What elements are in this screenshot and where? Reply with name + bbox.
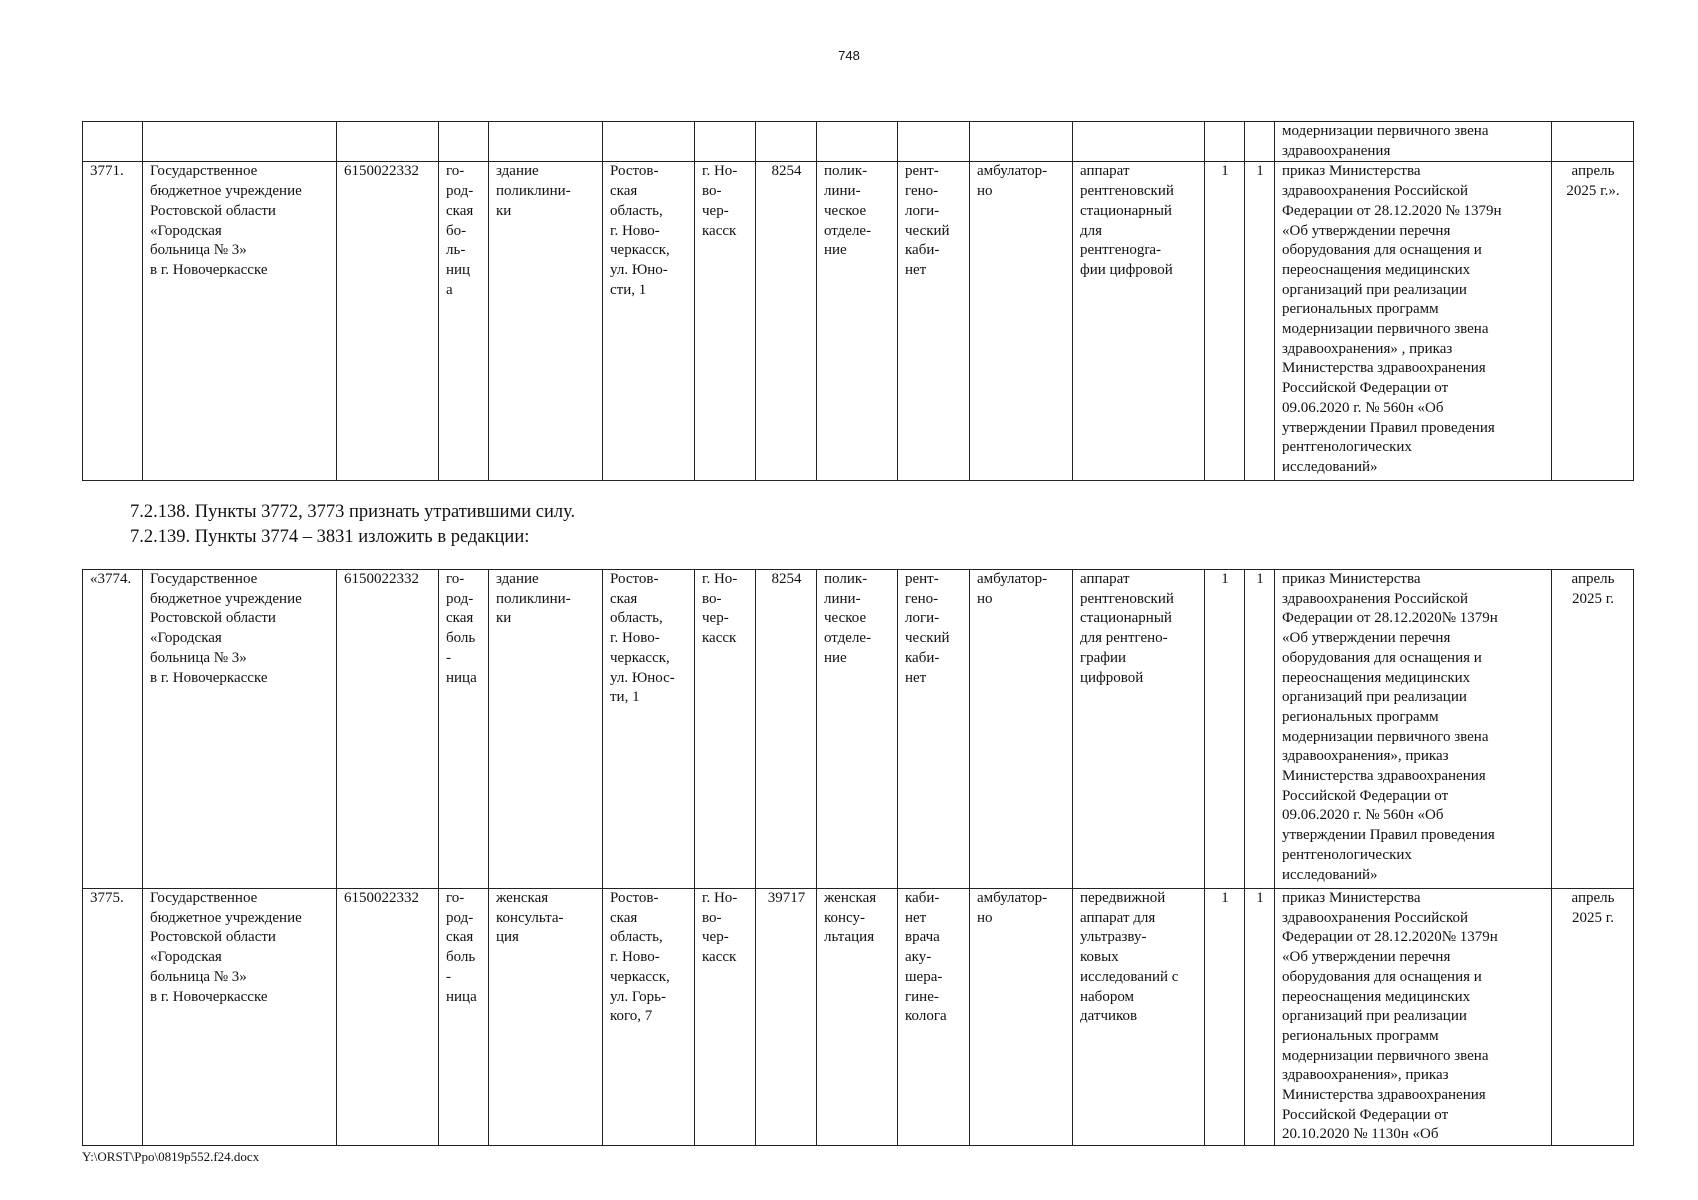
cell-address <box>603 122 695 162</box>
cell-qty-2: 1 <box>1245 162 1275 481</box>
cell-num <box>83 122 143 162</box>
cell-room: рент- гено- логи- ческий каби- нет <box>898 162 970 481</box>
cell-room: рент- гено- логи- ческий каби- нет <box>898 570 970 889</box>
cell-equipment: передвижной аппарат для ультразву- ковых исследований с набором датчиков <box>1073 889 1205 1146</box>
cell-org-type: го- род- ская боль - ница <box>439 570 489 889</box>
cell-code: 8254 <box>756 162 817 481</box>
cell-legal-basis: модернизации первичного звена здравоохранения <box>1275 122 1552 162</box>
cell-address: Ростов- ская область, г. Ново- черкасск, ул. Юно- сти, 1 <box>603 162 695 481</box>
cell-mode <box>970 122 1073 162</box>
cell-department <box>817 122 898 162</box>
cell-date <box>1552 122 1634 162</box>
cell-organization: Государственное бюджетное учреждение Ростовской области «Городская больница № 3» в г. Новочеркасске <box>143 162 337 481</box>
cell-org-type: го- род- ская боль - ница <box>439 889 489 1146</box>
cell-city: г. Но- во- чер- касск <box>695 570 756 889</box>
cell-qty-2 <box>1245 122 1275 162</box>
cell-inn: 6150022332 <box>337 162 439 481</box>
cell-qty-2: 1 <box>1245 570 1275 889</box>
cell-qty-1: 1 <box>1205 570 1245 889</box>
cell-inn <box>337 122 439 162</box>
table-row <box>83 122 1634 162</box>
cell-department: полик- лини- ческое отделе- ние <box>817 570 898 889</box>
cell-qty-1: 1 <box>1205 889 1245 1146</box>
table-row <box>83 889 1634 1146</box>
cell-date: апрель 2025 г.». <box>1552 162 1634 481</box>
cell-mode: амбулатор- но <box>970 570 1073 889</box>
cell-num: «3774. <box>83 570 143 889</box>
table-row <box>83 570 1634 889</box>
cell-num: 3771. <box>83 162 143 481</box>
cell-qty-1 <box>1205 122 1245 162</box>
cell-legal-basis: приказ Министерства здравоохранения Российской Федерации от 28.12.2020№ 1379н «Об утверждении перечня оборудования для оснащения и переоснащения медицинских организаций при реализации региональных программ модернизации первичного звена здравоохранения», приказ Министерства здравоохранения Российской Федерации от 20.10.2020 № 1130н «Об <box>1275 889 1552 1146</box>
cell-legal-basis: приказ Министерства здравоохранения Российской Федерации от 28.12.2020№ 1379н «Об утверждении перечня оборудования для оснащения и переоснащения медицинских организаций при реализации региональных программ модернизации первичного звена здравоохранения», приказ Министерства здравоохранения Российской Федерации от 09.06.2020 г. № 560н «Об утверждении Правил проведения рентгенологических исследований» <box>1275 570 1552 889</box>
cell-date: апрель 2025 г. <box>1552 570 1634 889</box>
cell-org-type: го- род- ская бо- ль- ниц а <box>439 162 489 481</box>
cell-department: женская консу- льтация <box>817 889 898 1146</box>
paragraph-7-2-139: 7.2.139. Пункты 3774 – 3831 изложить в редакции: <box>130 527 530 547</box>
cell-building <box>489 122 603 162</box>
cell-organization: Государственное бюджетное учреждение Ростовской области «Городская больница № 3» в г. Новочеркасске <box>143 570 337 889</box>
cell-mode: амбулатор- но <box>970 162 1073 481</box>
cell-building: здание поликлини- ки <box>489 162 603 481</box>
cell-inn: 6150022332 <box>337 889 439 1146</box>
paragraph-7-2-138: 7.2.138. Пункты 3772, 3773 признать утратившими силу. <box>130 502 576 522</box>
registry-table-continuation <box>82 121 1634 481</box>
cell-legal-basis: приказ Министерства здравоохранения Российской Федерации от 28.12.2020 № 1379н «Об утверждении перечня оборудования для оснащения и переоснащения медицинских организаций при реализации региональных программ модернизации первичного звена здравоохранения» , приказ Министерства здравоохранения Российской Федерации от 09.06.2020 г. № 560н «Об утверждении Правил проведения рентгенологических исследований» <box>1275 162 1552 481</box>
cell-organization: Государственное бюджетное учреждение Ростовской области «Городская больница № 3» в г. Новочеркасске <box>143 889 337 1146</box>
cell-city: г. Но- во- чер- касск <box>695 162 756 481</box>
cell-room: каби- нет врача аку- шера- гине- колога <box>898 889 970 1146</box>
cell-equipment <box>1073 122 1205 162</box>
cell-building: женская консульта- ция <box>489 889 603 1146</box>
cell-department: полик- лини- ческое отделе- ние <box>817 162 898 481</box>
table-row <box>83 162 1634 481</box>
cell-address: Ростов- ская область, г. Ново- черкасск, ул. Горь- кого, 7 <box>603 889 695 1146</box>
file-path-footer: Y:\ORST\Ppo\0819p552.f24.docx <box>82 1149 260 1164</box>
page-number: 748 <box>838 48 860 63</box>
cell-building: здание поликлини- ки <box>489 570 603 889</box>
cell-inn: 6150022332 <box>337 570 439 889</box>
cell-equipment: аппарат рентгеновский стационарный для рентгенogra- фии цифровой <box>1073 162 1205 481</box>
cell-date: апрель 2025 г. <box>1552 889 1634 1146</box>
cell-org-type <box>439 122 489 162</box>
cell-room <box>898 122 970 162</box>
cell-num: 3775. <box>83 889 143 1146</box>
cell-equipment: аппарат рентгеновский стационарный для рентгено- графии цифровой <box>1073 570 1205 889</box>
cell-code: 8254 <box>756 570 817 889</box>
registry-table-new-edition <box>82 569 1634 1146</box>
cell-qty-1: 1 <box>1205 162 1245 481</box>
cell-address: Ростов- ская область, г. Ново- черкасск, ул. Юнос- ти, 1 <box>603 570 695 889</box>
cell-city <box>695 122 756 162</box>
cell-organization <box>143 122 337 162</box>
cell-mode: амбулатор- но <box>970 889 1073 1146</box>
cell-qty-2: 1 <box>1245 889 1275 1146</box>
cell-code <box>756 122 817 162</box>
cell-city: г. Но- во- чер- касск <box>695 889 756 1146</box>
cell-code: 39717 <box>756 889 817 1146</box>
